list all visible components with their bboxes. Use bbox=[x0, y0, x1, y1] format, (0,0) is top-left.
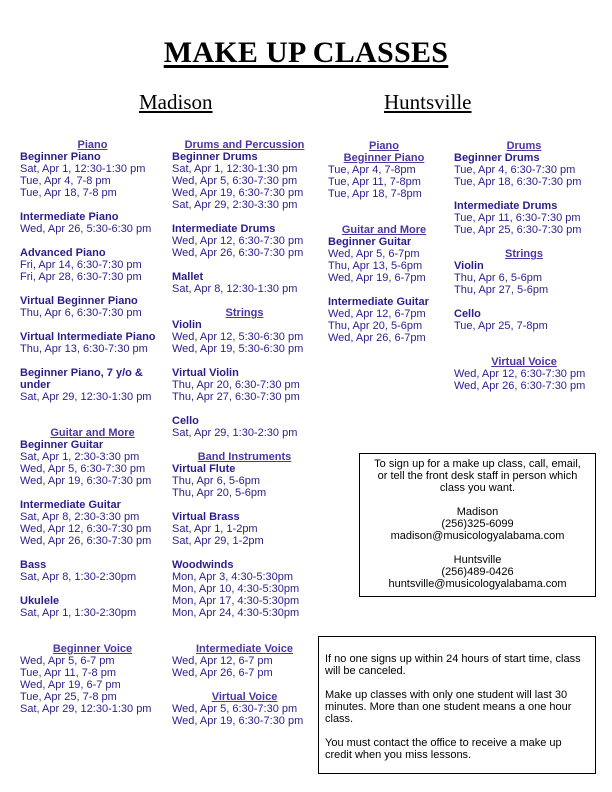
spacer bbox=[20, 583, 165, 595]
section-header: Virtual Voice bbox=[491, 356, 557, 368]
spacer bbox=[454, 236, 594, 248]
spacer bbox=[454, 296, 594, 308]
madison-contact-name: Madison bbox=[456, 506, 499, 518]
spacer bbox=[20, 619, 165, 643]
huntsville-column-1 bbox=[328, 140, 440, 344]
section-header: Strings bbox=[225, 307, 264, 319]
course-name: Ukulele bbox=[20, 595, 60, 607]
course-name: under bbox=[20, 379, 51, 391]
spacer bbox=[20, 487, 165, 499]
class-time: Sat, Apr 8, 2:30-3:30 pm bbox=[20, 511, 140, 523]
signup-info-box bbox=[359, 453, 596, 597]
course-name: Mallet bbox=[172, 271, 204, 283]
madison-email: madison@musicologyalabama.com bbox=[390, 530, 565, 542]
class-time: Tue, Apr 4, 7-8 pm bbox=[20, 175, 111, 187]
madison-phone: (256)325-6099 bbox=[441, 518, 514, 530]
policy-cancel: If no one signs up within 24 hours of start time, class will be canceled. bbox=[325, 653, 581, 677]
section-header: Virtual Voice bbox=[211, 691, 278, 703]
class-time: Thu, Apr 20, 5-6pm bbox=[328, 320, 423, 332]
section-header: Piano bbox=[77, 139, 108, 151]
spacer bbox=[172, 679, 317, 691]
class-time: Sat, Apr 1, 12:30-1:30 pm bbox=[172, 163, 298, 175]
course-name: Virtual Brass bbox=[172, 511, 240, 523]
section-header: Piano bbox=[369, 140, 399, 152]
class-time: Sat, Apr 8, 1:30-2:30pm bbox=[20, 571, 137, 583]
class-time: Wed, Apr 5, 6-7 pm bbox=[20, 655, 115, 667]
course-name: Violin bbox=[454, 260, 484, 272]
spacer bbox=[20, 403, 165, 427]
spacer bbox=[20, 283, 165, 295]
class-time: Sat, Apr 1, 12:30-1:30 pm bbox=[20, 163, 146, 175]
madison-column-1 bbox=[20, 139, 165, 715]
spacer bbox=[172, 619, 317, 643]
class-time: Thu, Apr 6, 5-6pm bbox=[454, 272, 543, 284]
huntsville-email: huntsville@musicologyalabama.com bbox=[388, 578, 567, 590]
section-header: Strings bbox=[505, 248, 543, 260]
class-time: Wed, Apr 19, 6:30-7:30 pm bbox=[20, 475, 152, 487]
course-name: Intermediate Drums bbox=[172, 223, 276, 235]
spacer bbox=[20, 199, 165, 211]
class-time: Sat, Apr 1, 2:30-3:30 pm bbox=[20, 451, 140, 463]
spacer bbox=[172, 355, 317, 367]
class-time: Wed, Apr 5, 6-7pm bbox=[328, 248, 420, 260]
section-header: Intermediate Voice bbox=[196, 643, 293, 655]
class-time: Tue, Apr 25, 7-8pm bbox=[454, 320, 548, 332]
course-name: Intermediate Piano bbox=[20, 211, 119, 223]
class-time: Thu, Apr 20, 6:30-7:30 pm bbox=[172, 379, 300, 391]
class-time: Wed, Apr 19, 6-7 pm bbox=[20, 679, 121, 691]
class-time: Sat, Apr 29, 1:30-2:30 pm bbox=[172, 427, 298, 439]
course-name: Beginner Drums bbox=[454, 152, 540, 164]
class-time: Wed, Apr 19, 5:30-6:30 pm bbox=[172, 343, 304, 355]
course-name: Cello bbox=[172, 415, 199, 427]
class-time: Tue, Apr 25, 6:30-7:30 pm bbox=[454, 224, 582, 236]
class-time: Thu, Apr 27, 6:30-7:30 pm bbox=[172, 391, 300, 403]
class-time: Sat, Apr 29, 2:30-3:30 pm bbox=[172, 199, 298, 211]
class-time: Sat, Apr 29, 12:30-1:30 pm bbox=[20, 703, 152, 715]
course-name: Beginner Piano, 7 y/o & bbox=[20, 367, 143, 379]
class-time: Wed, Apr 26, 5:30-6:30 pm bbox=[20, 223, 152, 235]
class-time: Wed, Apr 12, 6:30-7:30 pm bbox=[20, 523, 152, 535]
spacer bbox=[172, 211, 317, 223]
course-name: Beginner Piano bbox=[20, 151, 101, 163]
class-time: Thu, Apr 6, 5-6pm bbox=[172, 475, 261, 487]
class-time: Wed, Apr 26, 6:30-7:30 pm bbox=[172, 247, 304, 259]
course-name: Violin bbox=[172, 319, 202, 331]
class-time: Fri, Apr 28, 6:30-7:30 pm bbox=[20, 271, 142, 283]
spacer bbox=[454, 332, 594, 356]
class-time: Thu, Apr 13, 5-6pm bbox=[328, 260, 423, 272]
class-time: Tue, Apr 4, 6:30-7:30 pm bbox=[454, 164, 576, 176]
class-time: Sat, Apr 1, 1:30-2:30pm bbox=[20, 607, 137, 619]
section-header: Drums bbox=[506, 140, 542, 152]
spacer bbox=[172, 295, 317, 307]
course-name: Intermediate Drums bbox=[454, 200, 558, 212]
spacer bbox=[20, 235, 165, 247]
class-time: Mon, Apr 3, 4:30-5:30pm bbox=[172, 571, 294, 583]
section-header: Beginner Voice bbox=[52, 643, 133, 655]
class-time: Tue, Apr 18, 6:30-7:30 pm bbox=[454, 176, 582, 188]
class-time: Tue, Apr 18, 7-8 pm bbox=[20, 187, 117, 199]
class-time: Thu, Apr 20, 5-6pm bbox=[172, 487, 267, 499]
policy-box bbox=[318, 636, 596, 774]
class-time: Tue, Apr 4, 7-8pm bbox=[328, 164, 416, 176]
course-name: Virtual Flute bbox=[172, 463, 236, 475]
course-name: Beginner Drums bbox=[172, 151, 258, 163]
class-time: Sat, Apr 29, 12:30-1:30 pm bbox=[20, 391, 152, 403]
course-name: Virtual Intermediate Piano bbox=[20, 331, 156, 343]
spacer bbox=[328, 284, 440, 296]
section-header: Guitar and More bbox=[50, 427, 135, 439]
class-time: Sat, Apr 8, 12:30-1:30 pm bbox=[172, 283, 298, 295]
spacer bbox=[172, 547, 317, 559]
class-time: Wed, Apr 19, 6-7pm bbox=[328, 272, 426, 284]
section-header: Guitar and More bbox=[341, 224, 427, 236]
huntsville-column-2 bbox=[454, 140, 594, 392]
spacer bbox=[172, 403, 317, 415]
course-name: Intermediate Guitar bbox=[328, 296, 429, 308]
class-time: Wed, Apr 5, 6:30-7:30 pm bbox=[172, 703, 298, 715]
course-name: Beginner Guitar bbox=[20, 439, 104, 451]
course-name: Advanced Piano bbox=[20, 247, 106, 259]
class-time: Wed, Apr 12, 6-7 pm bbox=[172, 655, 273, 667]
class-time: Sat, Apr 1, 1-2pm bbox=[172, 523, 258, 535]
class-time: Fri, Apr 14, 6:30-7:30 pm bbox=[20, 259, 142, 271]
class-time: Wed, Apr 12, 6-7pm bbox=[328, 308, 426, 320]
spacer bbox=[454, 188, 594, 200]
class-time: Wed, Apr 19, 6:30-7:30 pm bbox=[172, 187, 304, 199]
page-title: MAKE UP CLASSES bbox=[163, 36, 449, 69]
section-header: Drums and Percussion bbox=[184, 139, 305, 151]
class-time: Wed, Apr 26, 6:30-7:30 pm bbox=[20, 535, 152, 547]
spacer bbox=[328, 200, 440, 224]
course-name: Bass bbox=[20, 559, 47, 571]
course-name: Cello bbox=[454, 308, 481, 320]
course-name: Beginner Guitar bbox=[328, 236, 412, 248]
class-time: Wed, Apr 5, 6:30-7:30 pm bbox=[172, 175, 298, 187]
class-time: Tue, Apr 11, 7-8pm bbox=[328, 176, 421, 188]
class-time: Thu, Apr 13, 6:30-7:30 pm bbox=[20, 343, 148, 355]
spacer bbox=[172, 499, 317, 511]
section-header: Band Instruments bbox=[197, 451, 292, 463]
class-time: Wed, Apr 26, 6-7 pm bbox=[172, 667, 273, 679]
section-header: Beginner Piano bbox=[343, 152, 425, 164]
class-time: Tue, Apr 18, 7-8pm bbox=[328, 188, 422, 200]
class-time: Mon, Apr 17, 4:30-5:30pm bbox=[172, 595, 300, 607]
spacer bbox=[172, 259, 317, 271]
class-time: Wed, Apr 12, 6:30-7:30 pm bbox=[454, 368, 586, 380]
class-time: Wed, Apr 26, 6:30-7:30 pm bbox=[454, 380, 586, 392]
class-time: Thu, Apr 27, 5-6pm bbox=[454, 284, 549, 296]
class-time: Wed, Apr 5, 6:30-7:30 pm bbox=[20, 463, 146, 475]
huntsville-phone: (256)489-0426 bbox=[441, 566, 514, 578]
class-time: Wed, Apr 19, 6:30-7:30 pm bbox=[172, 715, 304, 727]
class-time: Wed, Apr 12, 6:30-7:30 pm bbox=[172, 235, 304, 247]
course-name: Virtual Violin bbox=[172, 367, 239, 379]
signup-intro: To sign up for a make up class, call, email, or tell the front desk staff in person which class you want. bbox=[374, 458, 581, 494]
madison-column-2 bbox=[172, 139, 317, 727]
class-time: Sat, Apr 29, 1-2pm bbox=[172, 535, 264, 547]
class-time: Tue, Apr 25, 7-8 pm bbox=[20, 691, 117, 703]
spacer bbox=[20, 319, 165, 331]
location-madison: Madison bbox=[139, 90, 213, 114]
location-huntsville: Huntsville bbox=[384, 90, 472, 114]
spacer bbox=[20, 547, 165, 559]
class-time: Wed, Apr 26, 6-7pm bbox=[328, 332, 426, 344]
class-time: Wed, Apr 12, 5:30-6:30 pm bbox=[172, 331, 304, 343]
policy-duration: Make up classes with only one student will last 30 minutes. More than one student means a one hour class. bbox=[325, 689, 572, 725]
course-name: Virtual Beginner Piano bbox=[20, 295, 138, 307]
huntsville-contact-name: Huntsville bbox=[453, 554, 502, 566]
course-name: Intermediate Guitar bbox=[20, 499, 121, 511]
class-time: Tue, Apr 11, 6:30-7:30 pm bbox=[454, 212, 581, 224]
class-time: Mon, Apr 10, 4:30-5:30pm bbox=[172, 583, 300, 595]
class-time: Mon, Apr 24, 4:30-5:30pm bbox=[172, 607, 300, 619]
policy-credit: You must contact the office to receive a make up credit when you miss lessons. bbox=[325, 737, 562, 761]
class-time: Thu, Apr 6, 6:30-7:30 pm bbox=[20, 307, 142, 319]
spacer bbox=[172, 439, 317, 451]
class-time: Tue, Apr 11, 7-8 pm bbox=[20, 667, 116, 679]
spacer bbox=[20, 355, 165, 367]
course-name: Woodwinds bbox=[172, 559, 234, 571]
